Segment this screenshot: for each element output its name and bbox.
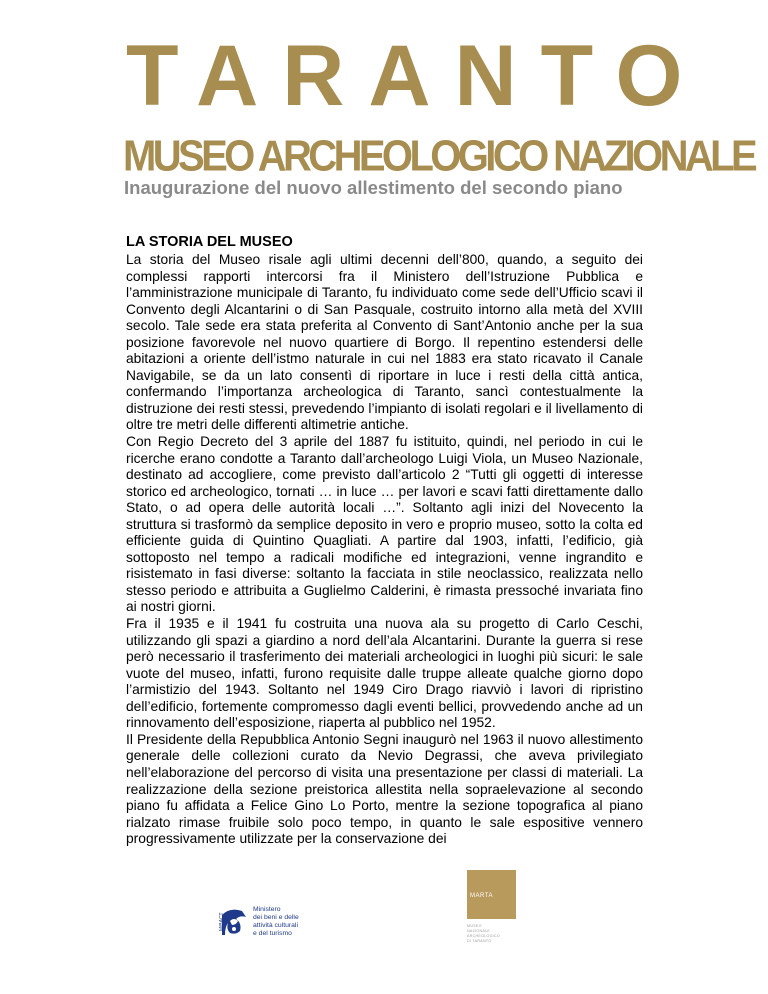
marta-mark: MARTA (470, 893, 493, 899)
museum-name: MUSEO ARCHEOLOGICO NAZIONALE (123, 131, 755, 181)
marta-square (467, 870, 516, 919)
marta-text: MUSEO NAZIONALE ARCHEOLOGICO DI TARANTO (467, 924, 500, 943)
body-text (126, 252, 643, 848)
paragraph-3: Fra il 1935 e il 1941 fu costruita una nuova ala su progetto di Carlo Ceschi, utilizzando gli spazi a giardino a nord dell’ala Alcantarini. Durante la guerra si rese però necessario il trasferimento dei materiali archeologici in luoghi più sicuri: le sale vuote del museo, infatti, furono requisite dalle truppe alleate qualche giorno dopo l’armistizio del 1943. Soltanto nel 1949 Ciro Drago riavviò i lavori di ripristino dell’edificio, fortemente compromesso dagli eventi bellici, provvedendo anche ad un rinnovamento dell’esposizione, riaperta al pubblico nel 1952. (126, 616, 643, 731)
paragraph-2: Con Regio Decreto del 3 aprile del 1887 fu istituito, quindi, nel periodo in cui le ricerche erano condotte a Taranto dall’archeologo Luigi Viola, un Museo Nazionale, destinato ad accogliere, come previsto dall’articolo 2 “Tutti gli oggetti di interesse storico ed archeologico, tornati … in luce … per lavori e scavi fatti direttamente dallo Stato, o ad opera delle autorità locali …”. Soltanto agli inizi del Novecento la struttura si trasformò da semplice deposito in vero e proprio museo, sotto la colta ed efficiente guida di Quintino Quagliati. A partire dal 1903, infatti, l’edificio, già sottoposto nel tempo a radicali modifiche ed integrazioni, venne ingrandito e risistemato in fasi diverse: soltanto la facciata in stile neoclassico, realizzata nello stesso periodo e attribuita a Guglielmo Calderini, è rimasta pressoché invariata fino ai nostri giorni. (126, 434, 643, 615)
subtitle: Inaugurazione del nuovo allestimento del secondo piano (124, 177, 623, 198)
mibact-mark: MiBACT (219, 912, 225, 931)
mibact-logo (216, 905, 326, 945)
mibact-emblem-icon (216, 905, 250, 939)
paragraph-4: Il Presidente della Repubblica Antonio Segni inaugurò nel 1963 il nuovo allestimento generale delle collezioni curato da Nevio Degrassi, che aveva privilegiato nell’elaborazione del percorso di visita una presentazione per classi di materiali. La realizzazione della sezione preistorica allestita nella sopraelevazione al secondo piano fu affidata a Felice Gino Lo Porto, mentre la sezione topografica al piano rialzato rimase fruibile solo poco tempo, in quanto le sale espositive vennero progressivamente utilizzate per la conservazione dei (126, 731, 643, 847)
title-taranto: TARANTO (126, 28, 707, 124)
mibact-text: Ministero dei beni e delle attività culturali e del turismo (253, 906, 299, 937)
section-heading: LA STORIA DEL MUSEO (126, 234, 293, 250)
paragraph-1: La storia del Museo risale agli ultimi decenni dell’800, quando, a seguito dei complessi rapporti intercorsi fra il Ministero dell’Istruzione Pubblica e l’amministrazione municipale di Taranto, fu individuato come sede dell’Ufficio scavi il Convento degli Alcantarini o di San Pasquale, costruito intorno alla metà del XVIII secolo. Tale sede era stata preferita al Convento di Sant’Antonio anche per la sua posizione favorevole nel nuovo quartiere di Borgo. Il repentino estendersi delle abitazioni a oriente dell’istmo naturale in cui nel 1883 era stato ricavato il Canale Navigabile, se da un lato consentì di riportare in luce i resti della città antica, confermando l’importanza archeologica di Taranto, sancì contestualmente la distruzione dei resti stessi, prevedendo l’impianto di isolati regolari e il livellamento di oltre tre metri delle differenti altimetrie antiche. (126, 252, 643, 433)
